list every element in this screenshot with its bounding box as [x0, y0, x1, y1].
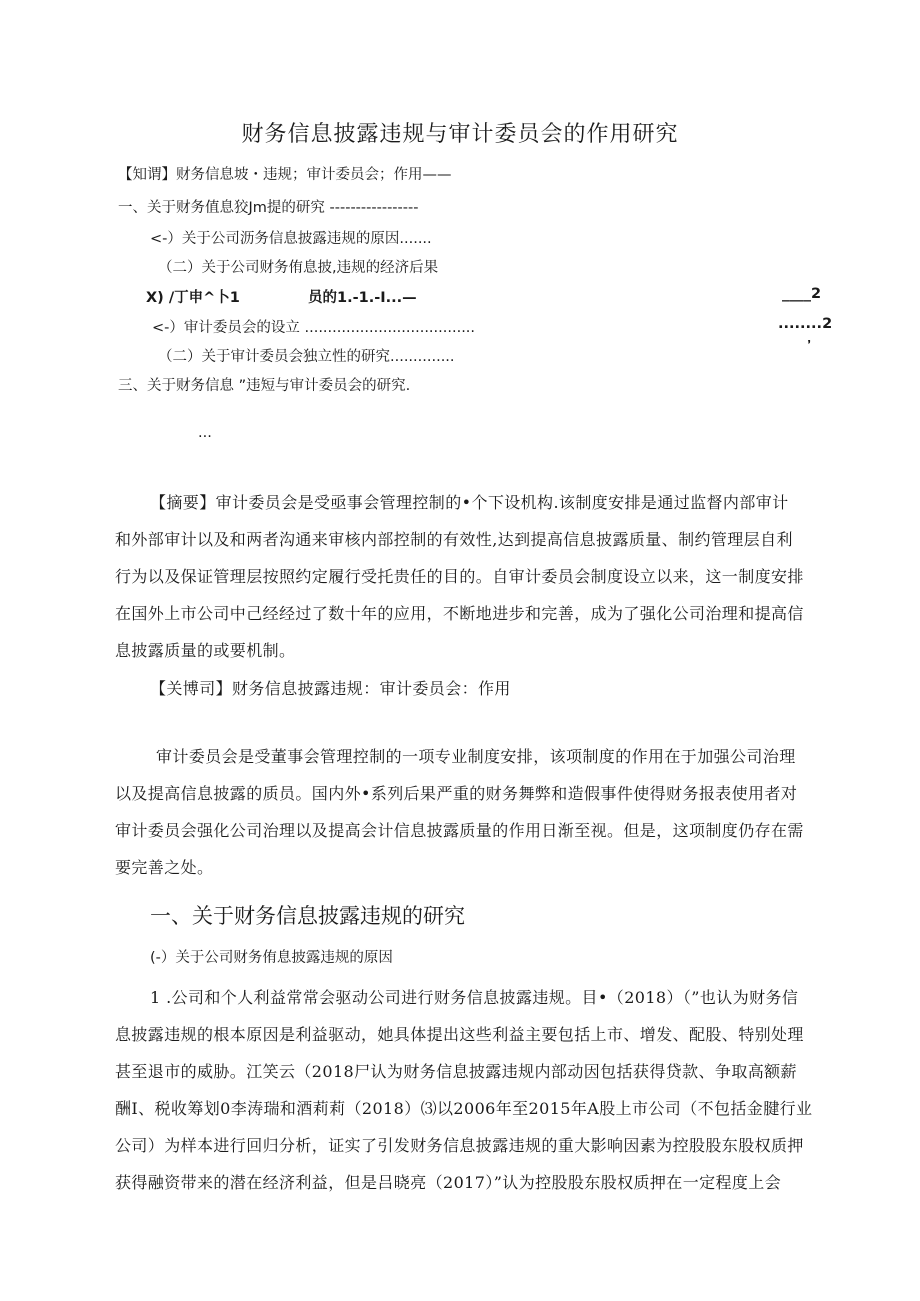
document-title: 财务信息披露违规与审计委员会的作用研究: [241, 122, 679, 147]
keywords-line: 【关博司】财务信息披露违规：审计委员会：作用: [150, 679, 511, 698]
toc-entry[interactable]: X) /丁申^卜1: [146, 290, 240, 306]
body-line: 息披露违规的根本原因是利益驱动，她具体提出这些利益主要包括上市、增发、配股、特别处理: [115, 1025, 804, 1044]
body-line: 公司）为样本进行回归分析，证实了引发财务信息披露违规的重大影响因素为控股股东股权质押: [115, 1136, 804, 1155]
toc-page-number: ____2: [782, 286, 822, 302]
toc-entry[interactable]: （二）关于审计委员会独立性的研究..............: [158, 349, 455, 365]
subsection-heading: (-）关于公司财务侑息披露违规的原因: [150, 950, 393, 966]
intro-line: 以及提高信息披露的质员。国内外•系列后果严重的财务舞弊和造假事件使得财务报表使用者对: [115, 784, 798, 803]
toc-entry[interactable]: 三、关于财务信息 ”违短与审计委员会的研究.: [118, 378, 411, 394]
toc-entry[interactable]: <-）关于公司沥务信息披露违规的原因.......: [150, 231, 432, 247]
abstract-line: 在国外上市公司中己经经过了数十年的应用，不断地进步和完善，成为了强化公司治理和提高信: [115, 604, 804, 623]
abstract-line: 息披露质量的或要机制。: [115, 641, 296, 660]
section-heading: 一、关于财务信息披露违规的研究: [150, 904, 465, 928]
toc-entry[interactable]: （二）关于公司财务侑息披,违规的经济后果: [158, 260, 439, 276]
toc-keywords-line: 【知谓】财务信息坡・违规；审计委员会；作用——: [118, 167, 452, 183]
intro-line: 审计委员会强化公司治理以及提高会计信息披露质量的作用日渐至视。但是，这项制度仍存在需: [115, 821, 804, 840]
intro-line: 审计委员会是受董事会管理控制的一项专业制度安排，该项制度的作用在于加强公司治理: [156, 747, 796, 766]
body-line: 甚至退市的威胁。江笑云（2018尸认为财务信息披露违规内部动因包括获得贷款、争取高额薪: [115, 1062, 797, 1081]
intro-line: 要完善之处。: [115, 858, 214, 877]
body-line: 获得融资带来的潜在经济利益，但是吕晓亮（2017）”认为控股股东股权质押在一定程度上会: [115, 1173, 782, 1192]
abstract-line: 行为以及保证管理层按照约定履行受托贵任的目的。自审计委员会制度设立以来，这一制度安排: [115, 567, 804, 586]
body-line: 酬I、税收筹划0李涛瑞和酒莉莉（2018）⑶以2006年至2015年A股上市公司（不包括金腱行业: [115, 1099, 813, 1118]
toc-ellipsis: ...: [198, 425, 212, 441]
toc-entry[interactable]: <-）审计委员会的设立 .....................................: [152, 320, 476, 336]
body-line: 1 .公司和个人利益常常会驱动公司进行财务信息披露违规。目•（2018）（”也认为财务信: [150, 988, 799, 1007]
abstract-line: 和外部审计以及和两者沟通来审核内部控制的有效性,达到提高信息披露质量、制约管理层自利: [115, 530, 793, 549]
toc-entry[interactable]: 一、关于财务值息狡Jm提的研究 -----------------: [118, 200, 419, 216]
toc-page-number: ........2: [778, 316, 833, 332]
abstract-line: 【摘要】审计委员会是受亟事会管理控制的•个下设机构.该制度安排是通过监督内部审计: [150, 493, 789, 512]
toc-entry-continuation[interactable]: 员的1.-1.-I...—: [308, 290, 417, 306]
